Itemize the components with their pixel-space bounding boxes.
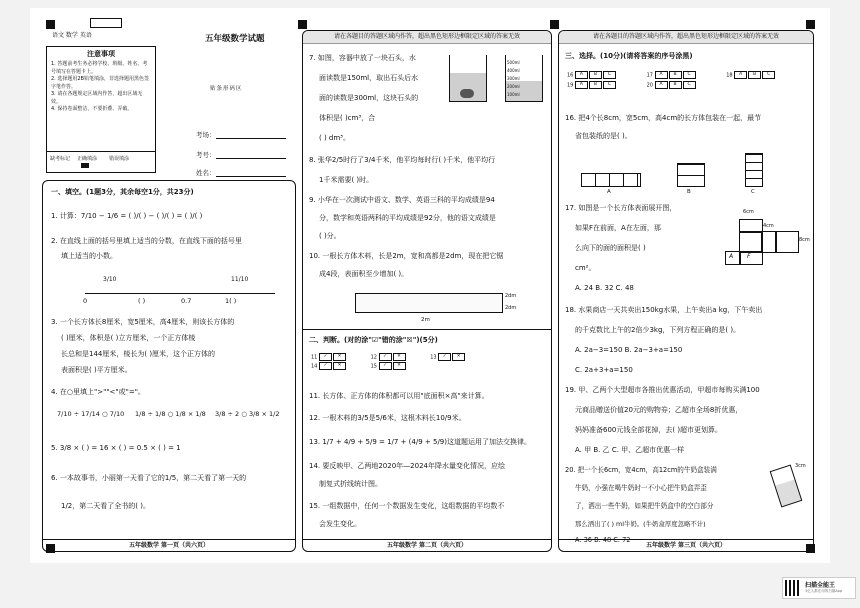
question-20-line2: 牛奶，小强在喝牛奶时一不小心把牛奶盒弄歪 [575, 484, 707, 492]
section-2-title: 二、判断。(对的涂"☑"错的涂"☒")(5分) [309, 336, 438, 344]
net-face [739, 231, 763, 253]
question-11: 11. 长方体、正方体的体积都可以用"底面积×高"来计算。 [309, 392, 489, 400]
note-item: 1. 答题前考生务必将学校、班级、姓名、考号填写在答题卡上。 [51, 61, 148, 75]
question-7: 7. 如图，容器中放了一块石头，水 [309, 54, 416, 62]
option-a-figure [581, 173, 641, 187]
exam-room-field[interactable] [216, 138, 286, 139]
question-10-cont: 成4段，表面积至少增加( )。 [319, 270, 409, 278]
milk-carton-figure [770, 465, 803, 508]
registration-mark [550, 20, 559, 29]
question-9-line3: ( )分。 [319, 232, 341, 240]
choice-row[interactable] [567, 81, 645, 91]
question-20-line3: 了，洒出一些牛奶，如果把牛奶盒中的空白部分 [575, 502, 714, 510]
scale-label: 400ml [507, 68, 520, 73]
numline-tick: 1( ) [225, 297, 237, 305]
notes-box [46, 46, 156, 173]
scale-label: 500ml [507, 60, 520, 65]
choice-answer-grid [567, 71, 804, 90]
choice-number: 17 [646, 72, 653, 79]
question-17-line4: cm²。 [575, 264, 596, 272]
question-7-line3: 面的读数是300ml，这块石头的 [319, 94, 419, 102]
scanner-app-name: 扫描全能王 [805, 582, 836, 589]
option-label: A [607, 189, 611, 195]
question-1: 1. 计算：7/10 − 1/6 = ( )/( ) − ( )/( ) = ( )/( ) [51, 212, 203, 220]
true-bubble[interactable]: ✓ [379, 362, 392, 370]
net-depth-label: 4cm [763, 223, 774, 229]
absent-mark-label: 缺考标记 [50, 156, 71, 162]
wood-beam [355, 293, 503, 313]
choice-number: 19 [567, 82, 574, 88]
question-15-cont: 会发生变化。 [319, 520, 361, 528]
exam-sheet [30, 8, 830, 563]
option-b-bubble[interactable]: B [589, 81, 602, 89]
tf-number: 12 [370, 354, 377, 361]
net-face [775, 231, 799, 253]
question-10: 10. 一根长方体木料，长是2m，宽和高都是2dm，现在把它锯 [309, 252, 504, 260]
notes-title: 注意事项 [87, 50, 115, 58]
option-label: B [687, 189, 691, 195]
net-height-label: 8cm [799, 237, 810, 243]
question-18-option-c: C. 2a+3+a=150 [575, 366, 633, 374]
beaker-scale [507, 59, 520, 99]
question-19-line3: 妈妈准备600元钱全部花掉，去( )超市更划算。 [575, 426, 723, 434]
subject-box [90, 18, 122, 28]
tf-row[interactable] [430, 353, 488, 362]
tf-row[interactable] [371, 362, 429, 371]
option-c-bubble[interactable]: C [603, 71, 616, 79]
net-face-f [739, 251, 763, 265]
scale-label: 100ml [507, 92, 520, 97]
column-header-note: 请在各题目的答题区域内作答，超出黑色矩形边框限定区域的答案无效 [303, 31, 551, 44]
question-7-line5: ( ) dm³。 [319, 134, 350, 142]
true-bubble[interactable]: ✓ [438, 353, 451, 361]
exam-number-field[interactable] [216, 158, 286, 159]
barcode-label: 贴条形码区 [210, 86, 243, 92]
question-16: 16. 把4个长8cm，宽5cm，高4cm的长方体包装在一起，最节 [565, 114, 762, 122]
question-17: 17. 如图是一个长方体表面展开图， [565, 204, 677, 212]
face-label: A [729, 253, 734, 260]
tf-row[interactable] [311, 362, 369, 371]
question-15: 15. 一组数据中，任何一个数据发生变化，这组数据的平均数不 [309, 502, 505, 510]
wood-height-label: 2dm [505, 305, 517, 311]
false-bubble[interactable]: ✕ [393, 353, 406, 361]
choice-number: 20 [646, 82, 653, 88]
registration-mark [806, 20, 815, 29]
question-12: 12. 一根木料的3/5是5/6米，这根木料长10/9米。 [309, 414, 466, 422]
exam-number-label: 考号： [196, 151, 216, 159]
qr-icon [785, 580, 801, 596]
note-item: 4. 保持卷面整洁，不要折叠、弄破。 [51, 106, 133, 112]
tf-number: 11 [311, 354, 318, 361]
carton-side-label: 3cm [795, 463, 806, 469]
page-footer: 五年级数学 第一页（共六页） [43, 539, 295, 551]
answer-column-1 [42, 180, 296, 552]
numline-label: 3/10 [103, 276, 117, 283]
false-bubble[interactable]: ✕ [333, 362, 346, 370]
question-20: 20. 把一个长6cm，宽4cm，高12cm的牛奶盒装满 [565, 466, 717, 474]
question-16-cont: 省包装纸的是( )。 [575, 132, 632, 140]
question-6-cont: 1/2，第二天看了全书的( )。 [61, 502, 150, 510]
option-b-bubble[interactable]: B [669, 71, 682, 79]
question-18: 18. 水果商店一天共卖出150kg水果，上午卖出a kg，下午卖出 [565, 306, 763, 314]
question-4-item: 1/8 ÷ 1/8 ○ 1/8 × 1/8 [135, 410, 206, 418]
column-header-note: 请在各题目的答题区域内作答，超出黑色矩形边框限定区域的答案无效 [559, 31, 813, 44]
question-2-cont: 填上适当的小数。 [61, 252, 117, 260]
choice-row[interactable] [647, 81, 725, 91]
option-a-bubble[interactable]: A [734, 71, 747, 79]
question-3-line2: ( )厘米，体积是( )立方厘米，一个正方体棱 [61, 334, 196, 342]
question-17-line3: 么向下的面的面积是( ) [575, 244, 646, 252]
option-a-bubble[interactable]: A [575, 71, 588, 79]
numline-tick: ( ) [138, 297, 146, 305]
true-bubble[interactable]: ✓ [379, 353, 392, 361]
registration-mark [298, 20, 307, 29]
option-a-bubble[interactable]: A [575, 81, 588, 89]
face-label: F [747, 253, 751, 260]
question-8: 8. 张华2/5时行了3/4千米，他平均每时行( )千米，他平均行 [309, 156, 496, 164]
page-footer: 五年级数学 第二页（共六页） [303, 539, 551, 551]
question-3-line4: 表面积是( )平方厘米。 [61, 366, 132, 374]
scale-label: 200ml [507, 84, 520, 89]
page-footer: 五年级数学 第三页（共六页） [559, 539, 813, 551]
question-19-line2: 元商品赠送价值20元的购物券；乙超市全场8折优惠， [575, 406, 743, 414]
choice-row[interactable] [647, 71, 725, 81]
question-4-item: 3/8 ÷ 2 ○ 3/8 × 1/2 [215, 410, 280, 418]
option-a-bubble[interactable]: A [655, 71, 668, 79]
tf-answer-grid [311, 353, 488, 370]
question-19-options: A. 甲 B. 乙 C. 甲、乙超市优惠一样 [575, 446, 685, 454]
wood-width-label: 2dm [505, 293, 517, 299]
exam-room-label: 考场： [196, 131, 216, 139]
true-bubble[interactable]: ✓ [319, 362, 332, 370]
option-b-bubble[interactable]: B [589, 71, 602, 79]
question-4: 4. 在○里填上">""<"或"="。 [51, 388, 145, 396]
stone-icon [460, 89, 474, 98]
tf-number: 13 [430, 354, 437, 361]
question-14: 14. 要反映甲、乙两地2020年—2024年降水量变化情况，应绘 [309, 462, 505, 470]
question-14-cont: 制复式折线统计图。 [319, 480, 382, 488]
answer-column-2 [302, 30, 552, 552]
choice-number: 16 [567, 72, 574, 79]
wrong-fill-label: 错误填涂 [109, 156, 130, 162]
question-13: 13. 1/7 + 4/9 + 5/9 = 1/7 + (4/9 + 5/9)这道题运用了加法交换律。 [309, 438, 531, 446]
question-8-cont: 1千米需要( )时。 [319, 176, 374, 184]
question-3: 3. 一个长方体长8厘米，宽5厘米，高4厘米，则该长方体的 [51, 318, 235, 326]
section-3-title: 三、选择。(10分)(请将答案的序号涂黑) [565, 52, 693, 60]
scale-label: 300ml [507, 76, 520, 81]
subject-label: 语文 数学 英语 [52, 32, 92, 39]
option-a-bubble[interactable]: A [655, 81, 668, 89]
false-bubble[interactable]: ✕ [452, 353, 465, 361]
question-17-options: A. 24 B. 32 C. 48 [575, 284, 634, 292]
option-c-figure [745, 153, 763, 187]
choice-number: 18 [726, 72, 733, 79]
question-3-line3: 长总和是144厘米，棱长为( )厘米，这个正方体的 [61, 350, 216, 358]
tf-number: 15 [370, 363, 377, 369]
question-4-item: 7/10 ÷ 17/14 ○ 7/10 [57, 410, 125, 418]
registration-mark [46, 20, 55, 29]
question-7-line2: 面读数是150ml，取出石头后水 [319, 74, 419, 82]
number-line [85, 293, 275, 294]
tf-row[interactable] [371, 353, 429, 362]
net-width-label: 6cm [743, 209, 754, 215]
scanner-badge [782, 577, 856, 599]
numline-label: 11/10 [231, 276, 249, 283]
question-9: 9. 小华在一次测试中语文、数学、英语三科的平均成绩是94 [309, 196, 495, 204]
beaker-with-stone [449, 55, 487, 102]
question-6: 6. 一本故事书，小丽第一天看了它的1/5，第二天看了第一天的 [51, 474, 247, 482]
note-item: 2. 选择题用2B铅笔填涂，非选择题用黑色签字笔作答。 [51, 76, 149, 90]
scanner-tagline: 3亿人都在用的扫描App [805, 589, 843, 593]
box-net-diagram [719, 209, 809, 269]
filled-bubble-icon [81, 163, 89, 168]
false-bubble[interactable]: ✕ [333, 353, 346, 361]
page-title: 五年级数学试题 [205, 34, 265, 44]
question-18-line2: 的千克数比上午的2倍少3kg，下列方程正确的是( )。 [575, 326, 741, 334]
option-b-bubble[interactable]: B [669, 81, 682, 89]
correct-fill-label: 正确填涂 [77, 156, 98, 162]
question-20-line4: 那么洒出了( ) ml牛奶。(牛奶盒厚度忽略不计) [575, 520, 706, 528]
wood-length-label: 2m [421, 317, 430, 323]
answer-column-3 [558, 30, 814, 552]
false-bubble[interactable]: ✕ [393, 362, 406, 370]
name-field[interactable] [216, 176, 286, 177]
numline-tick: 0 [83, 297, 88, 305]
option-b-bubble[interactable]: B [748, 71, 761, 79]
section-1-title: 一、填空。(1题3分，其余每空1分，共23分) [51, 188, 194, 196]
option-c-bubble[interactable]: C [603, 81, 616, 89]
option-c-bubble[interactable]: C [762, 71, 775, 79]
question-7-line4: 体积是( )cm³，合 [319, 114, 376, 122]
option-c-bubble[interactable]: C [683, 71, 696, 79]
tf-row[interactable] [311, 353, 369, 362]
numline-tick: 0.7 [181, 297, 192, 305]
option-label: C [751, 189, 755, 195]
tf-number: 14 [311, 363, 318, 369]
name-label: 姓名： [196, 169, 216, 177]
question-18-options: A. 2a−3=150 B. 2a−3+a=150 [575, 346, 683, 354]
option-b-figure [677, 163, 705, 187]
choice-row[interactable] [726, 71, 804, 81]
question-19: 19. 甲、乙两个大型超市各推出优惠活动，甲超市每购买满100 [565, 386, 760, 394]
note-item: 3. 请在各题规定区域内作答，超出区域无效。 [51, 91, 143, 105]
section-divider [303, 329, 551, 330]
option-c-bubble[interactable]: C [683, 81, 696, 89]
true-bubble[interactable]: ✓ [319, 353, 332, 361]
question-17-line2: 如果F在前面，A在左面，那 [575, 224, 661, 232]
question-2: 2. 在直线上面的括号里填上适当的分数，在直线下面的括号里 [51, 237, 242, 245]
choice-row[interactable] [567, 71, 645, 81]
fill-sample-row [47, 151, 155, 172]
question-9-line2: 分，数学和英语两科的平均成绩是92分，他的语文成绩是 [319, 214, 496, 222]
notes-list [51, 61, 151, 114]
question-5: 5. 3/8 × ( ) = 16 × ( ) = 0.5 × ( ) = 1 [51, 444, 181, 452]
question-20-options: A. 36 B. 48 C. 72 [575, 536, 631, 544]
